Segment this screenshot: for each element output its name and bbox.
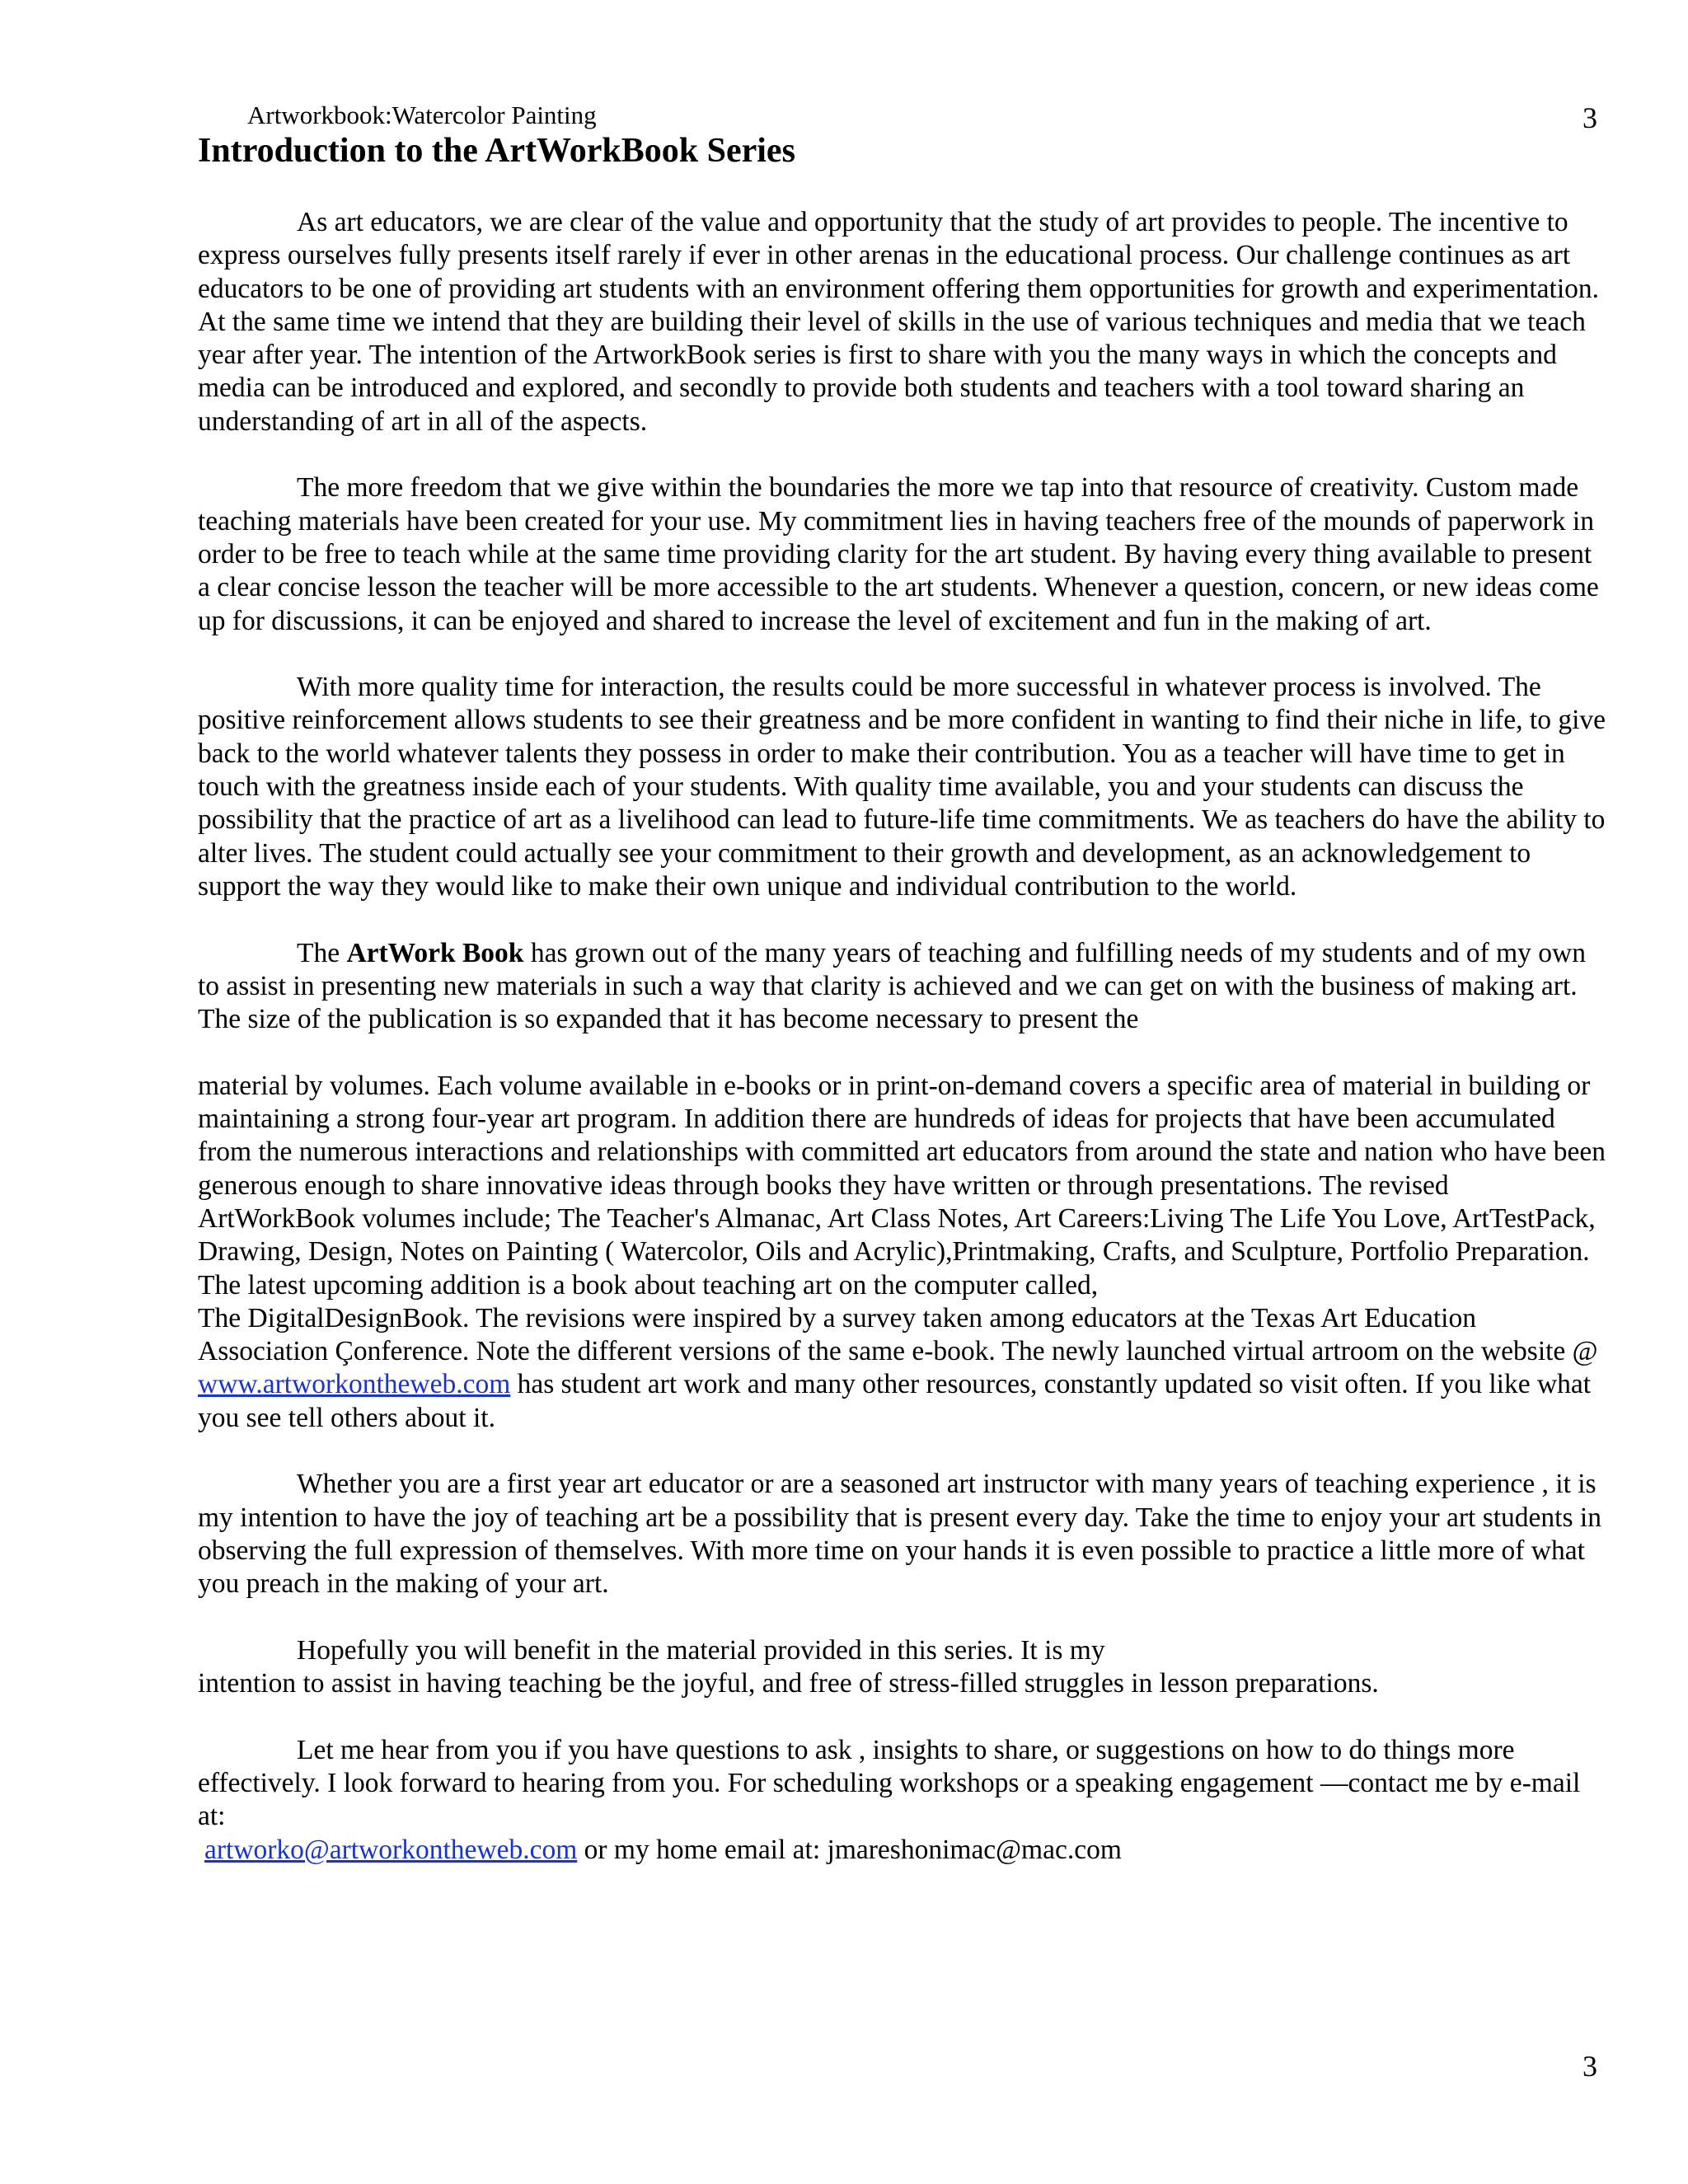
paragraph-8 (198, 1734, 1607, 1867)
running-head: Artworkbook:Watercolor Painting (247, 101, 597, 129)
page-number-bottom: 3 (1582, 2050, 1597, 2083)
artwork-book-emphasis: ArtWork Book (346, 937, 524, 968)
page-number-top: 3 (1582, 101, 1597, 134)
paragraph-3: With more quality time for interaction, the results could be more successful in whatever process is involved. The positive reinforcement allows students to see their greatness and be more confident in wanting to find their niche in life, to give back to the world whatever talents they possess in order to make their contribution. You as a teacher will have time to get in touch with the greatness inside each of your students. With quality time available, you and your students can discuss the possibility that the practice of art as a livelihood can lead to future-life time commitments. We as teachers do have the ability to alter lives. The student could actually see your commitment to their growth and development, as an acknowledgement to support the way they would like to make their own unique and individual contribution to the world. (198, 672, 1606, 902)
email-line (106, 1834, 1607, 1867)
paragraph-4-start: The (297, 937, 347, 968)
paragraph-7 (198, 1634, 1607, 1701)
paragraph-8-main: Let me hear from you if you have questions to ask , insights to share, or suggestions on how to do things more effectively. I look forward to hearing from you. For scheduling workshops or a speaking engagement —contact me by e-mail at: (198, 1734, 1581, 1832)
paragraph-4 (198, 937, 1607, 1037)
paragraph-5-continued: The DigitalDesignBook. The revisions were inspired by a survey taken among educators at the Texas Art Education Association Çonference. Note the different versions of the same e-book. The newly launched virtual artroom on the website @ (198, 1302, 1598, 1367)
page-title: Introduction to the ArtWorkBook Series (198, 132, 795, 170)
paragraph-4-rest: has grown out of the many years of teaching and fulfilling needs of my students and of my own to assist in presenting new materials in such a way that clarity is achieved and we can get on with the business of making art. The size of the publication is so expanded that it has become necessary to present the (198, 937, 1586, 1035)
paragraph-1: As art educators, we are clear of the value and opportunity that the study of art provides to people. The incentive to express ourselves fully presents itself rarely if ever in other arenas in the educational process. Our challenge continues as art educators to be one of providing art students with an environment offering them opportunities for growth and experimentation. At the same time we intend that they are building their level of skills in the use of various techniques and media that we teach year after year. The intention of the ArtworkBook series is first to share with you the many ways in which the concepts and media can be introduced and explored, and secondly to provide both students and teachers with a tool toward sharing an understanding of art in all of the aspects. (198, 207, 1600, 437)
email-link[interactable]: artworko@artworkontheweb.com (204, 1834, 578, 1865)
paragraph-7-line-2: intention to assist in having teaching be the joyful, and free of stress-filled struggles in lesson preparations. (198, 1668, 1379, 1699)
paragraph-5-main: material by volumes. Each volume available in e-books or in print-on-demand covers a specific area of material in building or maintaining a strong four-year art program. In addition there are hundreds of ideas for projects that have been accumulated from the numerous interactions and relationships with committed art educators from around the state and nation who have been generous enough to share innovative ideas through books they have written or through presentations. The revised ArtWorkBook volumes include; The Teacher's Almanac, Art Class Notes, Art Careers:Living The Life You Love, ArtTestPack, Drawing, Design, Notes on Painting ( Watercolor, Oils and Acrylic),Printmaking, Crafts, and Sculpture, Portfolio Preparation. The latest upcoming addition is a book about teaching art on the computer called, (198, 1070, 1606, 1301)
paragraph-5-end: has student art work and many other resources, constantly updated so visit often. If you like what you see tell others about it. (198, 1369, 1592, 1433)
paragraph-6: Whether you are a first year art educator or are a seasoned art instructor with many years of teaching experience , it is my intention to have the joy of teaching art be a possibility that is present every day. Take the time to enjoy your art students in observing the full expression of themselves. With more time on your hands it is even possible to practice a little more of what you preach in the making of your art. (198, 1469, 1601, 1600)
document-body (198, 206, 1607, 1900)
paragraph-7-line-1: Hopefully you will benefit in the material provided in this series. It is my (297, 1634, 1105, 1666)
paragraph-2: The more freedom that we give within the boundaries the more we tap into that resource of creativity. Custom made teaching materials have been created for your use. My commitment lies in having teachers free of the mounds of paperwork in order to be free to teach while at the same time providing clarity for the art student. By having every thing available to present a clear concise lesson the teacher will be more accessible to the art students. Whenever a question, concern, or new ideas come up for discussions, it can be enjoyed and shared to increase the level of excitement and fun in the making of art. (198, 472, 1599, 636)
website-link[interactable]: www.artworkontheweb.com (198, 1369, 511, 1400)
paragraph-5 (198, 1070, 1607, 1435)
home-email-text: or my home email at: jmareshonimac@mac.com (577, 1834, 1122, 1865)
